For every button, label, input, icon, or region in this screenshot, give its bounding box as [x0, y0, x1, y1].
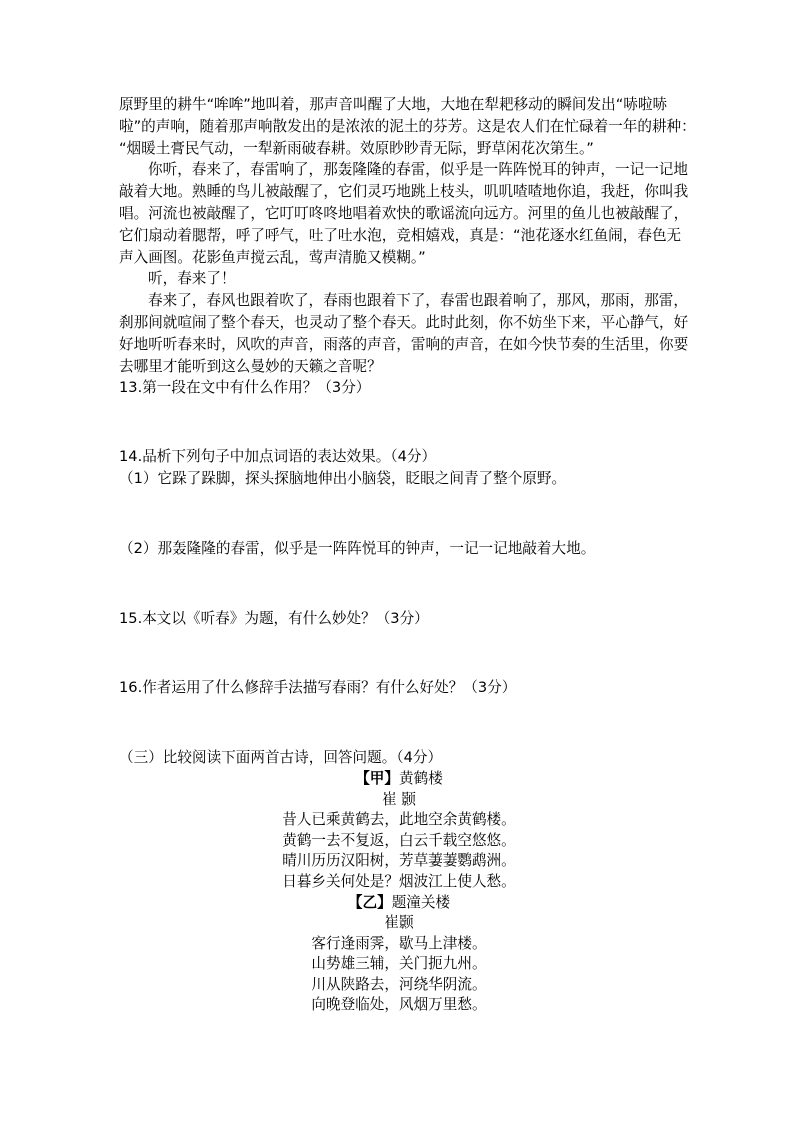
text-line: 它们扇动着腮帮，呼了呼气，吐了吐水泡，竞相嬉戏，真是：“池花逐水红鱼闹，春色无	[119, 226, 682, 244]
text-line: 刹那间就喧闹了整个春天，也灵动了整个春天。此时此刻，你不妨坐下来，平心静气，好	[119, 313, 689, 331]
text-line: 原野里的耕牛“哞哞”地叫着，那声音叫醒了大地，大地在犁耙移动的瞬间发出“哧啦哧	[119, 96, 668, 113]
question-15: 15.本文以《听春》为题，有什么妙处？（3分）	[119, 609, 429, 627]
poem-line: 川从陕路去，河绕华阴流。	[311, 975, 487, 993]
answer-space-16	[119, 699, 679, 747]
poem-line: 晴川历历汉阳树，芳草萋萋鹦鹉洲。	[282, 852, 516, 870]
poem-a-author: 崔 颢	[382, 790, 416, 808]
text-line: 敲着大地。熟睡的鸟儿被敲醒了，它们灵巧地跳上枝头，叽叽喳喳地你追，我赶，你叫我	[119, 183, 689, 201]
answer-space-13	[119, 399, 679, 446]
question-14-part-1: （1）它跺了跺脚，探头探脑地伸出小脑袋，眨眼之间青了整个原野。	[119, 469, 567, 487]
poem-b-title-text: 题潼关楼	[391, 893, 451, 911]
document-page	[119, 94, 696, 1016]
poem-line: 黄鹤一去不复返，白云千载空悠悠。	[282, 831, 516, 849]
section-3-heading: （三）比较阅读下面两首古诗，回答问题。（4分）	[119, 749, 443, 767]
poem-a-title	[119, 769, 679, 790]
text-line: 唱。河流也被敲醒了，它叮叮咚咚地唱着欢快的歌谣流向远方。河里的鱼儿也被敲醒了，	[119, 204, 689, 222]
question-16: 16.作者运用了什么修辞手法描写春雨？有什么好处？（3分）	[119, 679, 517, 697]
poem-b-author: 崔颢	[384, 914, 414, 932]
text-line: 你听，春来了，春雷响了，那轰隆隆的春雷，似乎是一阵阵悦耳的钟声，一记一记地	[148, 161, 688, 179]
poem-line: 向晚登临处，风烟万里愁。	[311, 996, 487, 1014]
question-13: 13.第一段在文中有什么作用？（3分）	[119, 379, 371, 397]
poem-a	[119, 769, 679, 893]
poem-a-label: 【甲】	[355, 769, 399, 787]
question-14-part-2: （2）那轰隆隆的春雷，似乎是一阵阵悦耳的钟声，一记一记地敲着大地。	[119, 539, 596, 557]
passage-paragraph-2	[119, 159, 689, 268]
text-line: 啦”的声响，随着那声响散发出的是浓浓的泥土的芬芳。这是农人们在忙碌着一年的耕种：	[119, 117, 696, 135]
poem-line: 客行逢雨霁，歇马上津楼。	[311, 934, 487, 952]
poem-line: 昔人已乘黄鹤去，此地空余黄鹤楼。	[282, 811, 516, 829]
passage-paragraph-4	[119, 290, 689, 377]
text-line: “烟暖土膏民气动，一犁新雨破春耕。效原眇眇青无际，野草闲花次第生。”	[119, 139, 594, 157]
answer-space-14-2	[119, 560, 679, 608]
passage-paragraph-3: 听，春来了！	[148, 270, 236, 288]
poem-b-label: 【乙】	[347, 893, 392, 911]
question-14: 14.品析下列句子中加点词语的表达效果。（4分）	[119, 448, 437, 466]
poem-line: 日暮乡关何处是？烟波江上使人愁。	[282, 872, 516, 890]
text-line: 去哪里才能听到这么曼妙的天籁之音呢？	[119, 357, 382, 375]
passage-paragraph-1	[119, 94, 696, 159]
poem-line: 山势雄三辅，关门扼九州。	[311, 955, 487, 973]
answer-space-15	[119, 629, 679, 677]
text-line: 好地听听春来时，风吹的声音，雨落的声音，雷响的声音，在如今快节奏的生活里，你要	[119, 335, 689, 353]
poem-a-title-text: 黄鹤楼	[399, 769, 443, 787]
poem-b	[119, 893, 679, 1017]
poem-b-title	[119, 893, 679, 914]
text-line: 春来了，春风也跟着吹了，春雨也跟着下了，春雷也跟着响了，那风，那雨，那雷，	[148, 292, 688, 310]
answer-space-14-1	[119, 490, 679, 538]
text-line: 声入画图。花影鱼声搅云乱，莺声清脆又模糊。”	[119, 248, 426, 266]
